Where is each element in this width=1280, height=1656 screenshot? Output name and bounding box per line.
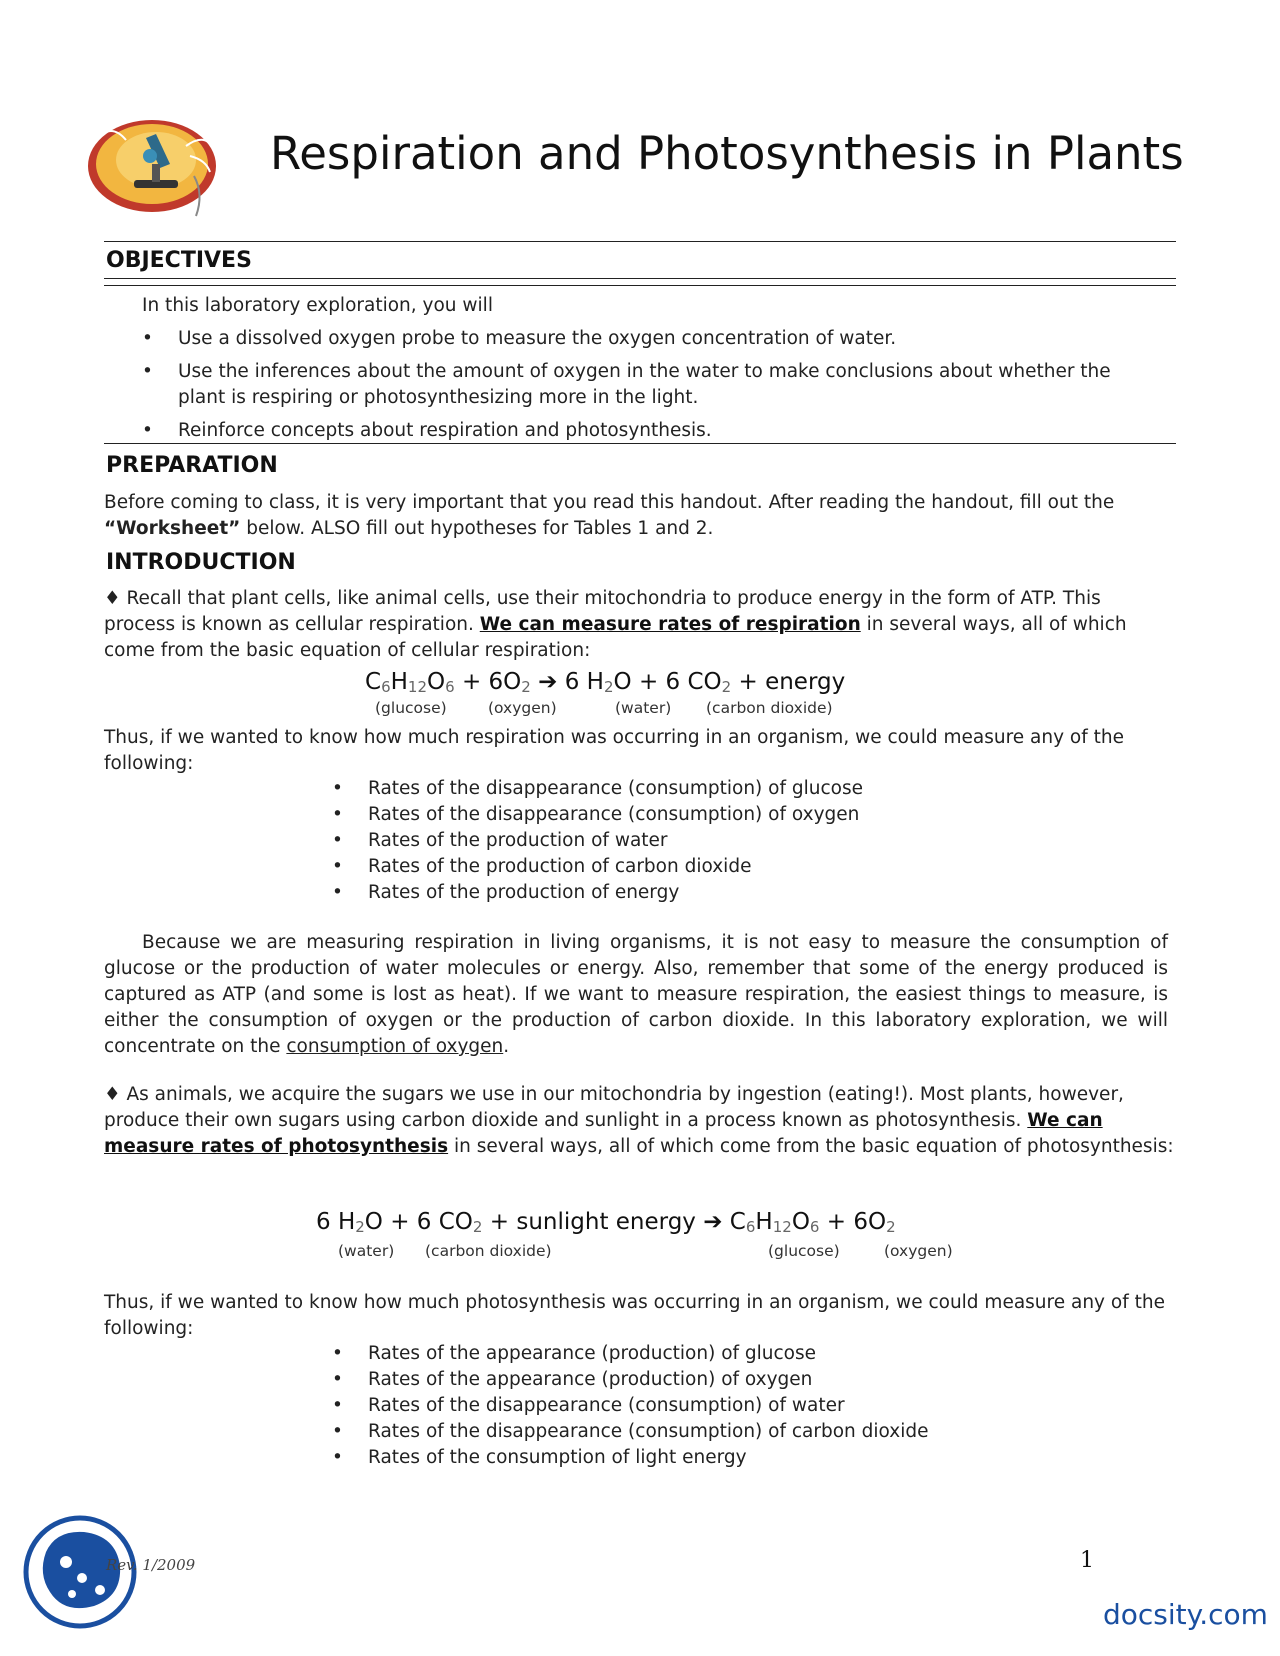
- intro-paragraph-3: Because we are measuring respiration in living organisms, it is not easy to measure the consumption of glucose or the production of water molecules or energy. Also, remember that some of the energy produced is captured as ATP (and some is lost as heat). If we want to measure respiration, the easiest things to measure, is either the consumption of oxygen or the production of carbon dioxide. In this laboratory exploration, we will concentrate on the consumption of oxygen.: [104, 932, 1168, 1057]
- intro-paragraph-5: Thus, if we wanted to know how much photosynthesis was occurring in an organism, we could measure any of the following:: [104, 1292, 1165, 1339]
- list-item: • Rates of the appearance (production) of glucose: [332, 1343, 817, 1364]
- page-title: Respiration and Photosynthesis in Plants: [270, 127, 1184, 180]
- photosynthesis-emphasis: We can measure rates of photosynthesis: [104, 1110, 1103, 1157]
- preparation-heading: PREPARATION: [106, 453, 278, 478]
- equation-label: (oxygen): [488, 699, 557, 717]
- respiration-measures-list: [332, 776, 1148, 906]
- brand-link[interactable]: docsity.com: [1103, 1598, 1268, 1631]
- objectives-intro: In this laboratory exploration, you will: [142, 295, 493, 316]
- photosynthesis-measures-list: [332, 1341, 1148, 1471]
- list-item: • Rates of the disappearance (consumption) of carbon dioxide: [332, 1421, 929, 1442]
- intro-paragraph-2: Thus, if we wanted to know how much respiration was occurring in an organism, we could measure any of the following:: [104, 727, 1124, 774]
- objectives-heading: OBJECTIVES: [106, 248, 252, 273]
- equation-label: (carbon dioxide): [706, 699, 833, 717]
- equation-label: (glucose): [768, 1242, 840, 1260]
- divider: [104, 278, 1176, 279]
- intro-paragraph-4: ♦ As animals, we acquire the sugars we use in our mitochondria by ingestion (eating!). Most plants, however, produce their own sugars using carbon dioxide and sunlight in a process known as photosynthesis. We can measure rates of photosynthesis in several ways, all of which come from the basic equation of photosynthesis:: [104, 1084, 1174, 1157]
- intro-paragraph-1: ♦ Recall that plant cells, like animal cells, use their mitochondria to produce energy in the form of ATP. This process is known as cellular respiration. We can measure rates of respiration in several ways, all of which come from the basic equation of cellular respiration:: [104, 588, 1127, 661]
- revision-date: Rev. 1/2009: [106, 1556, 196, 1574]
- equation-label: (carbon dioxide): [425, 1242, 552, 1260]
- preparation-text: Before coming to class, it is very important that you read this handout. After reading the handout, fill out the “Worksheet” below. ALSO fill out hypotheses for Tables 1 and 2.: [104, 492, 1115, 539]
- introduction-heading: INTRODUCTION: [106, 550, 296, 575]
- list-item: • Rates of the production of energy: [332, 882, 680, 903]
- microscope-logo-icon: [86, 116, 222, 226]
- list-item: • Rates of the consumption of light energy: [332, 1447, 747, 1468]
- divider: [104, 241, 1176, 242]
- divider: [104, 285, 1176, 286]
- list-item: • Rates of the production of water: [332, 830, 668, 851]
- list-item: • Rates of the appearance (production) of oxygen: [332, 1369, 813, 1390]
- worksheet-label: “Worksheet”: [104, 518, 241, 539]
- list-item: • Reinforce concepts about respiration and photosynthesis.: [142, 420, 712, 441]
- consumption-of-oxygen: consumption of oxygen: [286, 1036, 504, 1057]
- equation-label: (glucose): [375, 699, 447, 717]
- list-item: • Rates of the production of carbon dioxide: [332, 856, 752, 877]
- list-item: • Rates of the disappearance (consumption) of glucose: [332, 778, 863, 799]
- respiration-equation: $C_6H_{12}O_6 + 6O_2$ ➔ 6 $H_2O + 6$ $CO_2$ + energy: [365, 669, 846, 696]
- list-item: • Rates of the disappearance (consumption) of oxygen: [332, 804, 860, 825]
- equation-label: (water): [338, 1242, 395, 1260]
- list-item: • Rates of the disappearance (consumption) of water: [332, 1395, 845, 1416]
- list-item: • Use a dissolved oxygen probe to measure the oxygen concentration of water.: [142, 328, 897, 349]
- equation-label: (oxygen): [884, 1242, 953, 1260]
- page-number: 1: [1080, 1548, 1094, 1573]
- equation-label: (water): [615, 699, 672, 717]
- list-item: • Use the inferences about the amount of oxygen in the water to make conclusions about whether the plant is respiring or photosynthesizing more in the light.: [142, 361, 1111, 408]
- divider: [104, 443, 1176, 444]
- objectives-list: [142, 326, 1158, 451]
- respiration-emphasis: We can measure rates of respiration: [479, 614, 861, 635]
- photosynthesis-equation: 6 $H_2O + 6$ $CO_2$ + sunlight energy ➔ $C_6H_{12}O_6 + 6O_2$: [316, 1209, 896, 1236]
